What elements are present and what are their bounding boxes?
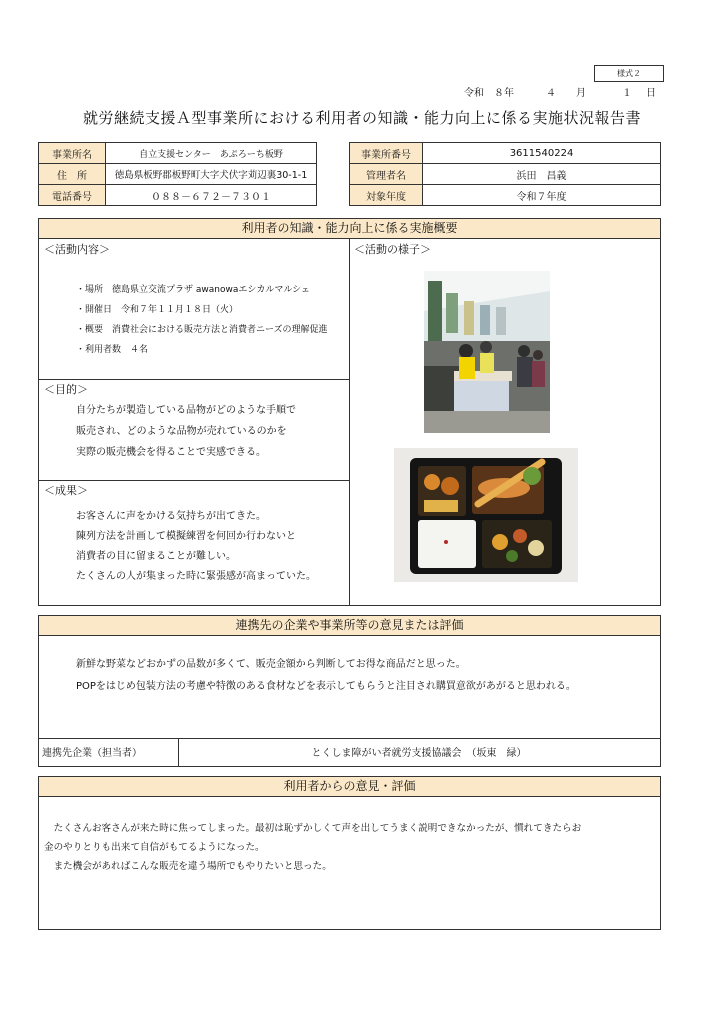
date-era-year: 令和 ８年: [464, 88, 514, 99]
activity-item: ・利用者数 ４名: [76, 345, 149, 355]
user-opinion-line: また機会があればこんな販売を違う場所でもやりたいと思った。: [44, 861, 332, 872]
activity-label: ＜活動内容＞: [44, 243, 110, 256]
overview-header: 利用者の知識・能力向上に係る実施概要: [39, 219, 660, 239]
partner-contact-label: 連携先企業（担当者）: [42, 748, 142, 759]
activity-item: ・場所 徳島県立交流プラザ awanowaエシカルマルシェ: [76, 285, 310, 295]
partner-contact-value: とくしま障がい者就労支援協議会 （坂東 緑）: [311, 748, 527, 759]
office-name-value: 自立支援センター あぷろーち板野: [106, 143, 317, 164]
manager-label: 管理者名: [350, 164, 423, 185]
manager-value: 浜田 昌義: [423, 164, 661, 185]
office-name-label: 事業所名: [39, 143, 106, 164]
purpose-line: 実際の販売機会を得ることで実感できる。: [76, 447, 266, 458]
activity-item: ・開催日 令和７年１１月１８日（火）: [76, 305, 239, 315]
result-line: たくさんの人が集まった時に緊張感が高まっていた。: [76, 571, 316, 582]
partner-comment-line: POPをはじめ包装方法の考慮や特徴のある食材などを表示してもらうと注目され購買意欲があがると思われる。: [76, 681, 576, 692]
phone-label: 電話番号: [39, 185, 106, 206]
market-scene-photo: [424, 271, 550, 433]
user-opinion-line: たくさんお客さんが来た時に焦ってしまった。最初は恥ずかしくて声を出してうまく説明できなかったが、慣れてきたらお: [44, 823, 582, 834]
purpose-label: ＜目的＞: [44, 383, 88, 396]
result-label: ＜成果＞: [44, 484, 88, 497]
purpose-line: 販売され、どのような品物が売れているのかを: [76, 426, 287, 437]
result-line: お客さんに声をかける気持ちが出てきた。: [76, 511, 266, 522]
address-value: 徳島県板野郡板野町大字犬伏字苅辺裏30-1-1: [106, 164, 317, 185]
scene-label: ＜活動の様子＞: [354, 243, 431, 256]
office-number-label: 事業所番号: [350, 143, 423, 164]
purpose-divider: [39, 480, 349, 481]
purpose-line: 自分たちが製造している品物がどのような手順で: [76, 405, 296, 416]
activity-item: ・概要 消費社会における販売方法と消費者ニーズの理解促進: [76, 325, 328, 335]
partner-contact-divider: [39, 738, 660, 739]
office-number-value: 3611540224: [423, 143, 661, 164]
user-opinion-header: 利用者からの意見・評価: [39, 777, 660, 797]
phone-value: ０８８－６７２－７３０１: [106, 185, 317, 206]
office-info-table: [38, 142, 317, 206]
user-opinion-line: 金のやりとりも出来て自信がもてるようになった。: [44, 842, 265, 853]
date-month: ４: [546, 88, 556, 99]
form-number: 様式２: [594, 65, 664, 82]
date-day-label: 日: [646, 88, 656, 99]
activity-divider: [39, 379, 349, 380]
page-title: 就労継続支援Ａ型事業所における利用者の知識・能力向上に係る実施状況報告書: [82, 109, 641, 127]
address-label: 住 所: [39, 164, 106, 185]
partner-comment-line: 新鮮な野菜などおかずの品数が多くて、販売金額から判断してお得な商品だと思った。: [76, 659, 466, 670]
result-line: 消費者の目に留まることが難しい。: [76, 551, 236, 562]
office-detail-table: [349, 142, 661, 206]
partner-header: 連携先の企業や事業所等の意見または評価: [39, 616, 660, 636]
overview-divider: [349, 239, 350, 605]
date-month-label: 月: [576, 88, 586, 99]
result-line: 陳列方法を計画して模擬練習を何回か行わないと: [76, 531, 296, 542]
bento-photo: [394, 448, 578, 582]
target-year-value: 令和７年度: [423, 185, 661, 206]
date-day: １: [622, 88, 632, 99]
target-year-label: 対象年度: [350, 185, 423, 206]
